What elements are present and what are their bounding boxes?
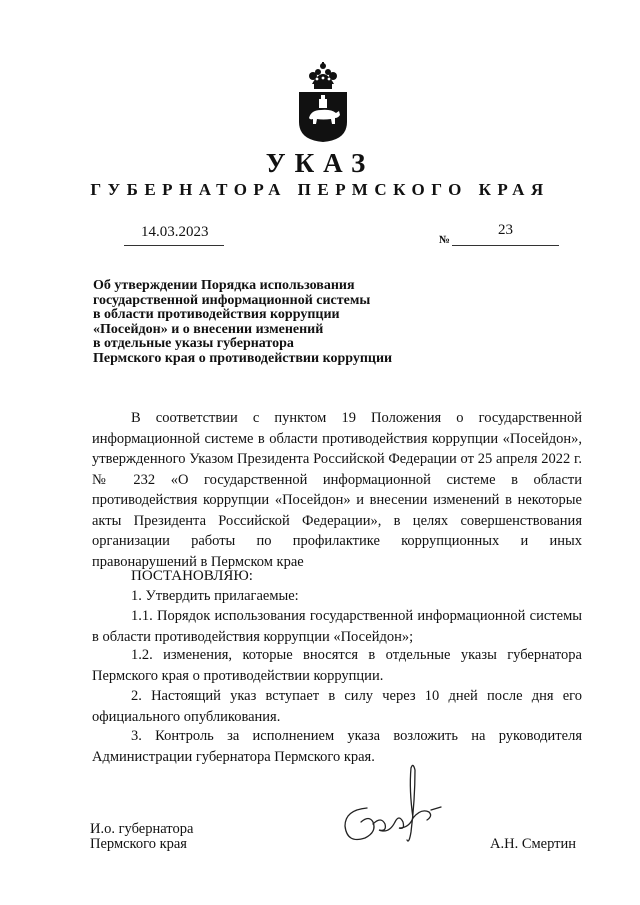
item-1-2: 1.2. изменения, которые вносятся в отдельные указы губернатора Пермского края о противодействии коррупции. [92, 647, 582, 684]
coat-of-arms-icon [293, 62, 353, 144]
subject-line: государственной информационной системы [93, 292, 371, 308]
intro-paragraph: В соответствии с пунктом 19 Положения о государственной информационной системе в области противодействия коррупции «Посейдон», утвержденного Указом Президента Российской Федерации от 25 апреля 2022 г. № 232 «О государственной информационной системе в области противодействия коррупции «Посейдон» и внесении изменений в некоторые акты Президента Российской Федерации», в целях совершенствования организации работы по профилактике коррупционных и иных правонарушений в Пермском крае [92, 410, 582, 570]
subject-line: Об утверждении Порядка использования [93, 278, 355, 293]
position-line: Пермского края [90, 836, 187, 852]
signatory-position [90, 822, 193, 852]
subject-line: в отдельные указы губернатора [93, 336, 294, 352]
subject-line: Пермского края о противодействии коррупции [93, 350, 393, 366]
item-3: 3. Контроль за исполнением указа возложить на руководителя Администрации губернатора Пермского края. [92, 728, 582, 765]
document-title: УКАЗ [265, 148, 375, 178]
date-underline [124, 245, 224, 246]
position-line: И.о. губернатора [90, 821, 194, 837]
item-2: 2. Настоящий указ вступает в силу через 10 дней после дня его официального опубликования. [92, 688, 582, 725]
subject-line: «Посейдон» и о внесении изменений [93, 321, 324, 337]
document-date: 14.03.2023 [141, 224, 209, 240]
item-1: 1. Утвердить прилагаемые: [131, 588, 299, 604]
document-subject [93, 279, 453, 367]
decree-word: ПОСТАНОВЛЯЮ: [131, 568, 253, 584]
number-sign: № [439, 234, 451, 246]
signatory-name: А.Н. Смертин [490, 836, 577, 852]
handwritten-signature-icon [337, 760, 447, 855]
number-underline [452, 245, 559, 246]
document-number: 23 [498, 222, 513, 238]
item-1-1: 1.1. Порядок использования государственной информационной системы в области противодействия коррупции «Посейдон»; [92, 608, 582, 645]
document-subtitle: ГУБЕРНАТОРА ПЕРМСКОГО КРАЯ [90, 180, 550, 199]
subject-line: в области противодействия коррупции [93, 307, 340, 323]
